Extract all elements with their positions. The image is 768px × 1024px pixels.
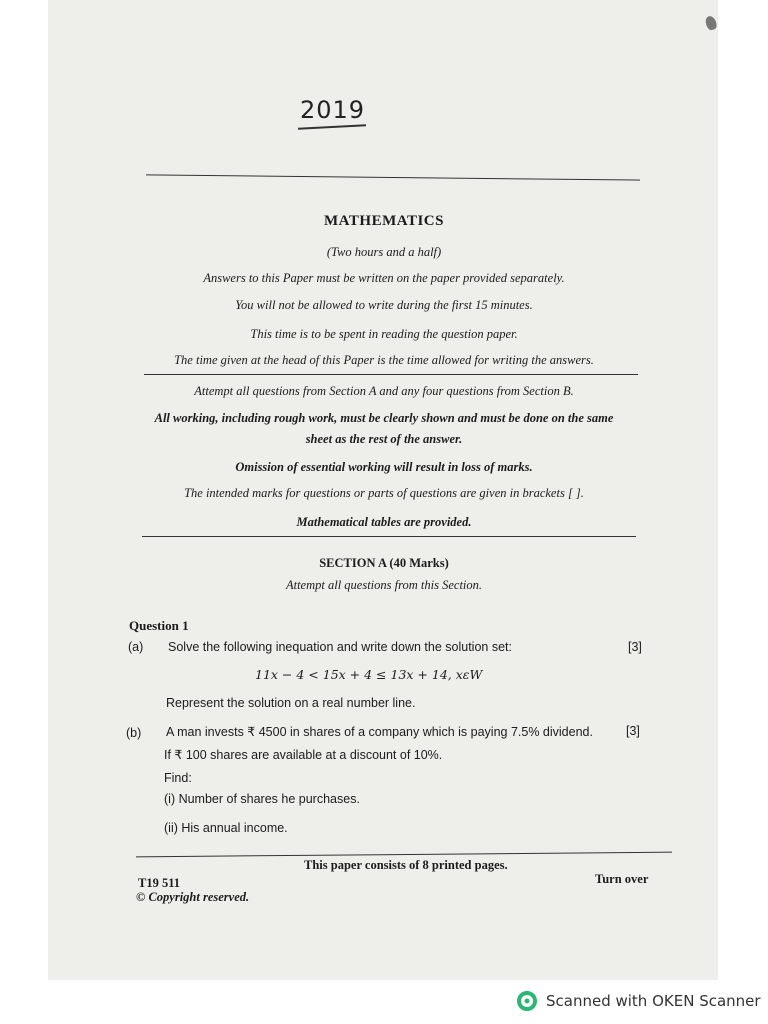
q1a-text: Solve the following inequation and write down the solution set: [168,640,512,654]
q1a-marks: [3] [628,640,642,654]
duration: (Two hours and a half) [326,245,442,259]
section-title: SECTION A (40 Marks) [319,556,449,570]
q1b-part-i: (i) Number of shares he purchases. [164,792,360,806]
attempt-instruction: Attempt all questions from Section A and any four questions from Section B. [194,384,574,398]
rule-3 [142,536,636,537]
question-1-heading: Question 1 [129,618,189,633]
marks-instruction: The intended marks for questions or parts of questions are given in brackets [ ]. [184,486,584,500]
q1b-label: (b) [126,726,142,740]
q1a-label: (a) [128,640,144,654]
instruction-line-3: This time is to be spent in reading the question paper. [250,327,518,341]
oken-logo-icon [516,990,538,1012]
rule-2 [144,374,638,375]
q1a-equation: 11x − 4 < 15x + 4 ≤ 13x + 14, xεW [255,667,483,682]
q1b-part-ii: (ii) His annual income. [164,821,288,835]
q1b-text: A man invests ₹ 4500 in shares of a company which is paying 7.5% dividend. [166,725,593,739]
working-instruction-2: sheet as the rest of the answer. [305,432,463,446]
page-count: This paper consists of 8 printed pages. [304,858,508,872]
instruction-line-4: The time given at the head of this Paper is the time allowed for writing the answers. [174,353,594,367]
tables-instruction: Mathematical tables are provided. [296,515,472,529]
instruction-line-1: Answers to this Paper must be written on the paper provided separately. [203,271,565,285]
q1b-marks: [3] [626,724,640,738]
section-subtitle: Attempt all questions from this Section. [285,578,483,592]
q1b-find: Find: [164,771,192,785]
copyright: © Copyright reserved. [136,890,250,904]
omission-instruction: Omission of essential working will result in loss of marks. [235,460,533,474]
paper-code: T19 511 [138,876,181,890]
scanner-label: Scanned with OKEN Scanner [546,992,761,1010]
working-instruction-1: All working, including rough work, must be clearly shown and must be done on the same [154,411,614,425]
handwritten-year: 2019 [300,96,366,124]
instruction-line-2: You will not be allowed to write during the first 15 minutes. [235,298,533,312]
paper-title: MATHEMATICS [324,213,444,229]
turn-over: Turn over [595,872,649,886]
q1b-line2: If ₹ 100 shares are available at a discount of 10%. [164,748,443,762]
scanner-watermark [516,988,761,1014]
q1a-follow: Represent the solution on a real number line. [166,696,416,710]
